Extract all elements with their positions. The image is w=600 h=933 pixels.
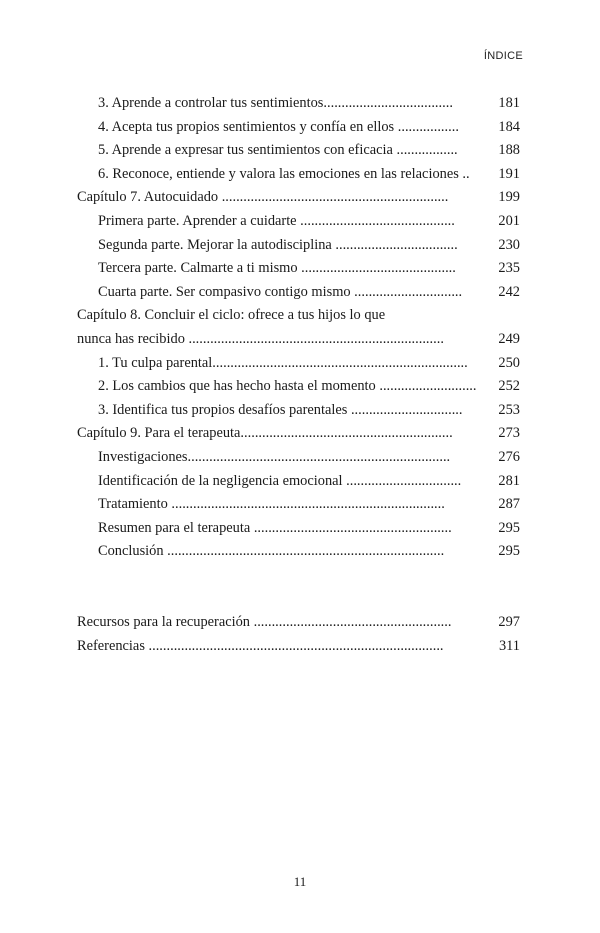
toc-entry-page: 250 [498, 354, 520, 371]
toc-entry-page: 191 [498, 165, 520, 182]
toc-entry [77, 186, 520, 210]
toc-entry-title: nunca has recibido ....................................................................... [77, 330, 444, 347]
toc-entry-title: Segunda parte. Mejorar la autodisciplina .................................. [98, 236, 458, 253]
toc-entry-title: 3. Identifica tus propios desafíos parentales ............................... [98, 401, 463, 418]
toc-spacer [77, 564, 520, 588]
toc-entry-page: 252 [498, 378, 520, 395]
toc-entry [77, 352, 520, 376]
page-number: 11 [293, 874, 307, 889]
toc-entry [77, 210, 520, 234]
toc-entry-title: Investigaciones......................................................................... [98, 448, 451, 465]
toc-entry-title: 4. Acepta tus propios sentimientos y confía en ellos ................. [98, 118, 459, 135]
toc-spacer [77, 587, 520, 611]
toc-entry-title: Identificación de la negligencia emocional ................................ [98, 472, 462, 489]
toc-entry [77, 139, 520, 163]
running-head: ÍNDICE [483, 50, 523, 62]
table-of-contents [77, 92, 520, 658]
toc-entry-title: 3. Aprende a controlar tus sentimientos.................................... [98, 95, 453, 111]
toc-entry-title: 5. Aprende a expresar tus sentimientos con eficacia ................. [98, 142, 458, 159]
toc-entry [77, 540, 520, 564]
toc-entry-title: Tratamiento ............................................................................ [98, 496, 445, 513]
toc-entry [77, 517, 520, 541]
toc-entry [77, 116, 520, 140]
toc-entry [77, 328, 520, 352]
toc-entry [77, 446, 520, 470]
toc-entry [77, 635, 520, 659]
toc-entry-title: Capítulo 8. Concluir el ciclo: ofrece a tus hijos lo que [77, 307, 386, 324]
toc-entry-title: Resumen para el terapeuta ....................................................... [98, 519, 452, 536]
toc-entry [77, 163, 520, 187]
toc-entry [77, 304, 520, 328]
toc-entry [77, 493, 520, 517]
toc-entry-title: Recursos para la recuperación ....................................................... [77, 614, 452, 631]
toc-entry [77, 375, 520, 399]
toc-entry-page: 253 [498, 401, 520, 418]
toc-entry-page: 297 [498, 614, 520, 631]
toc-entry [77, 422, 520, 446]
toc-entry-title: 1. Tu culpa parental....................................................................... [98, 354, 468, 371]
toc-entry-page: 287 [498, 496, 520, 513]
toc-entry-title: Conclusión ............................................................................. [98, 543, 445, 560]
toc-entry-title: Capítulo 9. Para el terapeuta........................................................... [77, 425, 453, 442]
toc-entry-page: 242 [498, 283, 520, 300]
toc-entry-title: Primera parte. Aprender a cuidarte ........................................... [98, 212, 455, 229]
toc-entry-page: 230 [498, 236, 520, 253]
toc-entry-page: 201 [498, 212, 520, 229]
toc-entry [77, 281, 520, 305]
toc-entry-title: Referencias .................................................................................. [77, 637, 444, 654]
toc-entry [77, 234, 520, 258]
toc-entry [77, 399, 520, 423]
toc-entry-title: 6. Reconoce, entiende y valora las emociones en las relaciones .. [98, 165, 470, 182]
toc-entry [77, 257, 520, 281]
toc-entry-title: Cuarta parte. Ser compasivo contigo mismo .............................. [98, 283, 463, 300]
toc-entry [77, 470, 520, 494]
toc-entry-page: 188 [498, 142, 520, 159]
toc-entry-page: 199 [498, 189, 520, 206]
toc-entry-page: 281 [498, 472, 520, 489]
toc-group-backmatter [77, 611, 520, 658]
toc-entry-page: 273 [498, 425, 520, 442]
toc-entry-page: 249 [498, 330, 520, 347]
toc-entry-page: 295 [498, 543, 520, 560]
toc-entry-page: 276 [498, 448, 520, 465]
toc-entry-page: 181 [498, 95, 520, 111]
toc-group-chapters [77, 92, 520, 564]
toc-entry-page: 295 [498, 519, 520, 536]
toc-entry-title: 2. Los cambios que has hecho hasta el momento ........................... [98, 378, 477, 395]
toc-entry-page: 184 [498, 118, 520, 135]
toc-entry [77, 92, 520, 116]
toc-entry [77, 611, 520, 635]
toc-entry-page: 311 [498, 637, 520, 654]
toc-entry-title: Capítulo 7. Autocuidado ............................................................... [77, 189, 449, 206]
toc-entry-title: Tercera parte. Calmarte a ti mismo ........................................... [98, 260, 456, 277]
toc-entry-page: 235 [498, 260, 520, 277]
